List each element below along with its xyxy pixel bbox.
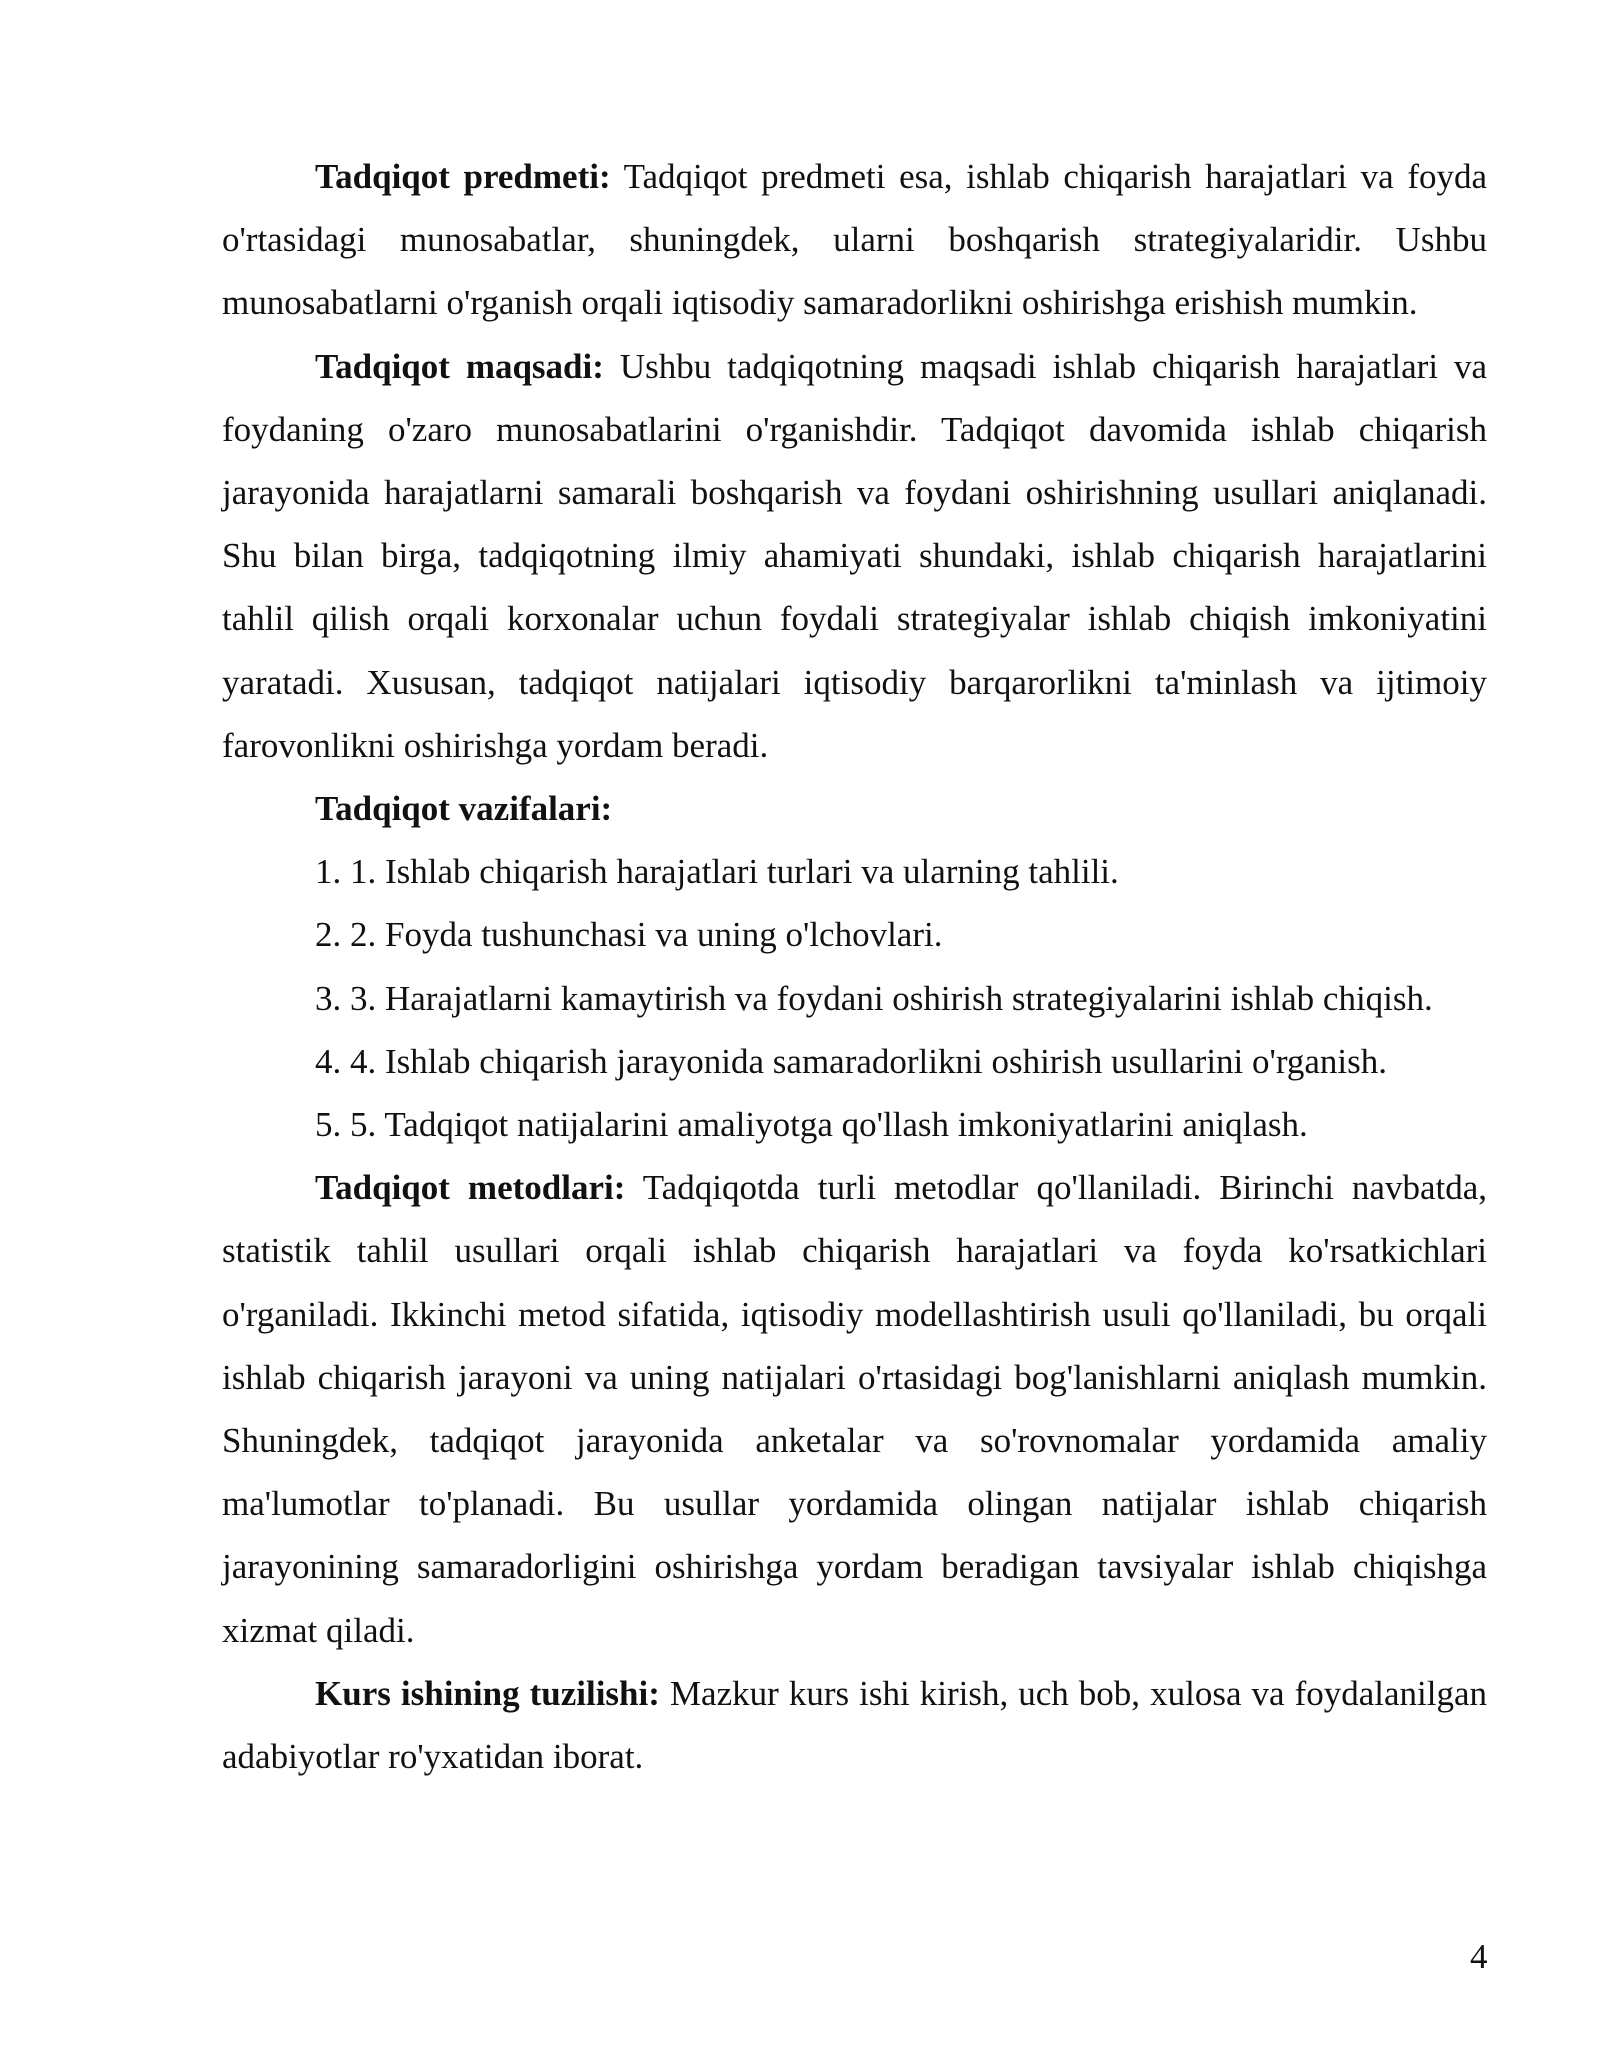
- list-item: 1. 1. Ishlab chiqarish harajatlari turlari va ularning tahlili.: [315, 852, 1119, 892]
- heading-research-subject: Tadqiqot predmeti:: [315, 157, 611, 196]
- heading-research-goal: Tadqiqot maqsadi:: [315, 346, 604, 386]
- page-body: [222, 145, 1487, 1788]
- research-tasks-list: [222, 840, 1487, 1156]
- paragraph-research-goal: [222, 335, 1487, 777]
- list-item: 3. 3. Harajatlarni kamaytirish va foydani oshirish strategiyalarini ishlab chiqish.: [315, 978, 1433, 1018]
- text-research-methods: Tadqiqotda turli metodlar qo'llaniladi. Birinchi navbatda, statistik tahlil usullari orqali ishlab chiqarish harajatlari va foyda ko'rsatkichlari o'rganiladi. Ikkinchi metod sifatida, iqtisodiy modellashtirish usuli qo'llaniladi, bu orqali ishlab chiqarish jarayoni va uning natijalari o'rtasidagi bog'lanishlarni aniqlash mumkin. Shuningdek, tadqiqot jarayonida anketalar va so'rovnomalar yordamida amaliy ma'lumotlar to'planadi. Bu usullar yordamida olingan natijalar ishlab chiqarish jarayonining samaradorligini oshirishga yordam beradigan tavsiyalar ishlab chiqishga xizmat qiladi.: [222, 1168, 1488, 1650]
- text-research-subject: Tadqiqot predmeti esa, ishlab chiqarish harajatlari va foyda o'rtasidagi munosabatlar, shuningdek, ularni boshqarish strategiyalaridir. Ushbu munosabatlarni o'rganish orqali iqtisodiy samaradorlikni oshirishga erishish mumkin.: [222, 157, 1488, 323]
- page-number: 4: [1470, 1937, 1488, 1976]
- list-item: 2. 2. Foyda tushunchasi va uning o'lchovlari.: [315, 915, 943, 955]
- text-course-structure: Mazkur kurs ishi kirish, uch bob, xulosa va foydalanilgan adabiyotlar ro'yxatidan iborat.: [222, 1673, 1488, 1777]
- paragraph-course-structure: [222, 1662, 1487, 1788]
- heading-research-tasks: Tadqiqot vazifalari:: [315, 789, 613, 829]
- heading-course-structure: Kurs ishining tuzilishi:: [315, 1673, 660, 1713]
- paragraph-research-methods: [222, 1156, 1487, 1662]
- heading-research-methods: Tadqiqot metodlari:: [315, 1168, 626, 1208]
- text-research-goal: Ushbu tadqiqotning maqsadi ishlab chiqarish harajatlari va foydaning o'zaro munosabatlarini o'rganishdir. Tadqiqot davomida ishlab chiqarish jarayonida harajatlarni samarali boshqarish va foydani oshirishning usullari aniqlanadi. Shu bilan birga, tadqiqotning ilmiy ahamiyati shundaki, ishlab chiqarish harajatlarini tahlil qilish orqali korxonalar uchun foydali strategiyalar ishlab chiqish imkoniyatini yaratadi. Xususan, tadqiqot natijalari iqtisodiy barqarorlikni ta'minlash va ijtimoiy farovonlikni oshirishga yordam beradi.: [222, 346, 1487, 765]
- list-item: 4. 4. Ishlab chiqarish jarayonida samaradorlikni oshirish usullarini o'rganish.: [315, 1041, 1387, 1081]
- paragraph-research-subject: [222, 145, 1487, 335]
- list-item: 5. 5. Tadqiqot natijalarini amaliyotga qo'llash imkoniyatlarini aniqlash.: [315, 1105, 1308, 1145]
